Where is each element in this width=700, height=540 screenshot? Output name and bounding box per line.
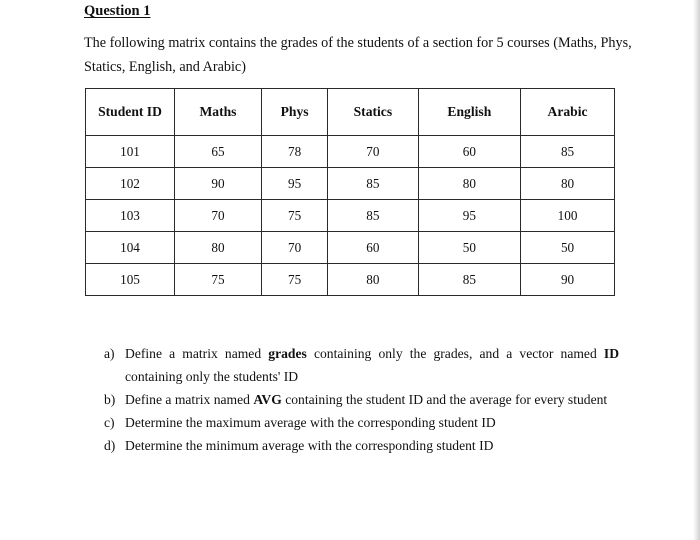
cell-student-id: 104 (86, 232, 175, 264)
question-a (104, 342, 619, 388)
cell-english: 85 (418, 264, 521, 296)
cell-statics: 85 (328, 168, 418, 200)
cell-arabic: 85 (521, 136, 615, 168)
question-d (104, 434, 619, 457)
cell-phys: 75 (261, 264, 327, 296)
question-b-text: Define a matrix named AVG containing the student ID and the average for every student (125, 392, 608, 407)
header-maths: Maths (175, 89, 262, 136)
question-b (104, 388, 619, 411)
question-a-label: a) (104, 346, 115, 361)
question-a-line-1: Define a matrix named grades containing only the grades, and a vector named ID (125, 346, 620, 361)
cell-student-id: 101 (86, 136, 175, 168)
keyword-grades: grades (268, 346, 307, 361)
cell-student-id: 102 (86, 168, 175, 200)
cell-maths: 90 (175, 168, 262, 200)
cell-arabic: 80 (521, 168, 615, 200)
cell-maths: 80 (175, 232, 262, 264)
cell-english: 50 (418, 232, 521, 264)
cell-phys: 70 (261, 232, 327, 264)
cell-statics: 85 (328, 200, 418, 232)
cell-english: 95 (418, 200, 521, 232)
page-edge-shadow (693, 0, 700, 540)
table-row (86, 264, 615, 296)
table-row (86, 136, 615, 168)
header-phys: Phys (261, 89, 327, 136)
cell-english: 60 (418, 136, 521, 168)
cell-arabic: 90 (521, 264, 615, 296)
intro-line-1: The following matrix contains the grades of the students of a section for 5 courses (Maths, Phys, (84, 35, 632, 51)
question-c (104, 411, 619, 434)
cell-maths: 75 (175, 264, 262, 296)
question-a-line-2: containing only the students' ID (125, 369, 299, 384)
cell-english: 80 (418, 168, 521, 200)
cell-phys: 75 (261, 200, 327, 232)
cell-maths: 65 (175, 136, 262, 168)
intro-line-2: Statics, English, and Arabic) (84, 59, 246, 75)
cell-student-id: 103 (86, 200, 175, 232)
cell-phys: 95 (261, 168, 327, 200)
cell-student-id: 105 (86, 264, 175, 296)
cell-statics: 60 (328, 232, 418, 264)
cell-statics: 70 (328, 136, 418, 168)
question-b-label: b) (104, 392, 116, 407)
intro-paragraph (84, 31, 632, 79)
grades-table (85, 88, 615, 296)
question-list (104, 342, 619, 457)
header-student-id: Student ID (86, 89, 175, 136)
table-row (86, 200, 615, 232)
cell-phys: 78 (261, 136, 327, 168)
question-heading: Question 1 (84, 3, 151, 19)
header-english: English (418, 89, 521, 136)
table-row (86, 168, 615, 200)
question-d-label: d) (104, 438, 116, 453)
table-row (86, 232, 615, 264)
cell-arabic: 50 (521, 232, 615, 264)
question-c-text: Determine the maximum average with the corresponding student ID (125, 415, 496, 430)
cell-maths: 70 (175, 200, 262, 232)
cell-statics: 80 (328, 264, 418, 296)
header-statics: Statics (328, 89, 418, 136)
question-a-text (125, 342, 619, 388)
table-header-row (86, 89, 615, 136)
cell-arabic: 100 (521, 200, 615, 232)
question-d-text: Determine the minimum average with the corresponding student ID (125, 438, 494, 453)
keyword-id: ID (603, 346, 620, 361)
keyword-avg: AVG (253, 392, 282, 407)
question-c-label: c) (104, 415, 115, 430)
header-arabic: Arabic (521, 89, 615, 136)
